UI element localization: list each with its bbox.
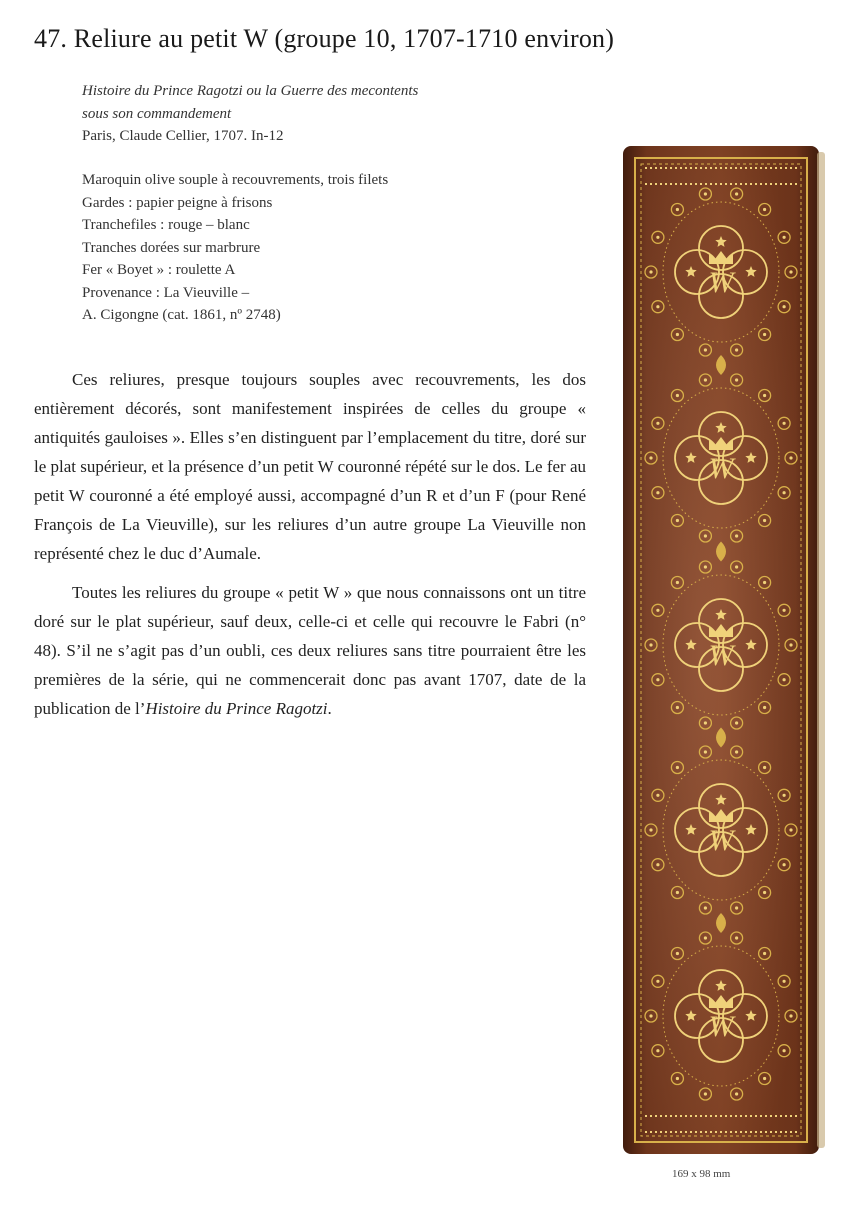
gilt-dot xyxy=(649,643,652,646)
gilt-dot xyxy=(676,952,679,955)
gilt-dot xyxy=(735,936,738,939)
book-title-line-2: sous son commandement xyxy=(82,105,232,122)
gilt-dot xyxy=(649,456,652,459)
spec-line: Tranchefiles : rouge – blanc xyxy=(82,217,250,233)
gilt-dot xyxy=(735,192,738,195)
gilt-dot xyxy=(735,378,738,381)
spec-line: Tranches dorées sur marbrure xyxy=(82,239,261,256)
spec-line: Gardes : papier peigne à frisons xyxy=(82,194,273,211)
gilt-dot xyxy=(704,906,707,909)
gilt-dot xyxy=(676,891,679,894)
gilt-dot xyxy=(656,863,659,866)
w-monogram: W xyxy=(708,452,734,485)
gilt-dot xyxy=(676,706,679,709)
book-title-line-1: Histoire du Prince Ragotzi ou la Guerre des mecontents xyxy=(82,83,419,99)
gilt-dot xyxy=(763,706,766,709)
gilt-dot xyxy=(704,534,707,537)
paragraph-2-book-title: Histoire du Prince Ragotzi xyxy=(145,699,328,718)
gilt-dot xyxy=(735,750,738,753)
gilt-dot xyxy=(783,491,786,494)
gilt-dot xyxy=(735,348,738,351)
gilt-dot xyxy=(735,565,738,568)
gilt-dot xyxy=(676,333,679,336)
gilt-dot xyxy=(656,678,659,681)
gilt-dot xyxy=(676,1077,679,1080)
spec-line: Maroquin olive souple à recouvrements, trois filets xyxy=(82,172,389,188)
commentary xyxy=(34,365,586,733)
paragraph-2-text: Toutes les reliures du groupe « petit W » que nous connaissons ont un titre doré sur le plat supérieur, sauf deux, celle-ci et celle qui recouvre le Fabri (n° 48). S’il ne s’agit pas d’un oubli, ces deux reliures sans titre pourraient être les premières de la série, qui ne commencerait donc pas avant 1707, date de la publication de l’ xyxy=(34,583,586,718)
dimensions-caption: 169 x 98 mm xyxy=(672,1168,731,1180)
gilt-dot xyxy=(735,721,738,724)
gilt-dot xyxy=(735,1092,738,1095)
gilt-dot xyxy=(763,766,766,769)
gilt-dot xyxy=(704,192,707,195)
gilt-dot xyxy=(704,348,707,351)
spec-line: Fer « Boyet » : roulette A xyxy=(82,262,236,278)
gilt-dot xyxy=(783,236,786,239)
gilt-dot xyxy=(656,794,659,797)
w-monogram: W xyxy=(708,266,734,299)
gilt-dot xyxy=(783,794,786,797)
paragraph-1: Ces reliures, presque toujours souples avec recouvrements, les dos entièrement décorés, sont manifestement inspirées de celles du groupe « antiquités gauloises ». Elles s’en distinguent par l’emplacement du titre, doré sur le plat supérieur, et la présence d’un petit W couronné répété sur le dos. Le fer au petit W couronné a été employé aussi, accompagné d’un R et d’un F (pour René François de La Vieuville), sur les reliures d’un autre groupe La Vieuville non représenté chez le duc d’Aumale. xyxy=(34,370,586,563)
gilt-dot xyxy=(789,1014,792,1017)
gilt-dot xyxy=(676,208,679,211)
gilt-dot xyxy=(676,519,679,522)
gilt-dot xyxy=(704,721,707,724)
gilt-dot xyxy=(783,422,786,425)
gilt-dot xyxy=(763,1077,766,1080)
spec-line: A. Cigongne (cat. 1861, nº 2748) xyxy=(82,307,281,323)
gilt-dot xyxy=(763,394,766,397)
gilt-dot xyxy=(656,422,659,425)
book-spine-illustration xyxy=(617,140,831,1160)
gilt-dot xyxy=(656,1049,659,1052)
gilt-dot xyxy=(783,863,786,866)
gilt-dot xyxy=(763,519,766,522)
gilt-dot xyxy=(656,609,659,612)
gilt-dot xyxy=(783,678,786,681)
book-spine-photo xyxy=(617,140,831,1160)
gilt-dot xyxy=(783,609,786,612)
gilt-dot xyxy=(649,1014,652,1017)
w-monogram: W xyxy=(708,1010,734,1043)
gilt-dot xyxy=(735,534,738,537)
page-title: 47. Reliure au petit W (groupe 10, 1707-1710 environ) xyxy=(34,24,615,53)
imprint: Paris, Claude Cellier, 1707. In-12 xyxy=(82,128,284,144)
gilt-dot xyxy=(704,378,707,381)
gilt-dot xyxy=(783,305,786,308)
page-edge xyxy=(817,152,825,1148)
gilt-dot xyxy=(676,581,679,584)
gilt-dot xyxy=(676,394,679,397)
gilt-dot xyxy=(789,270,792,273)
gilt-dot xyxy=(763,208,766,211)
gilt-dot xyxy=(704,565,707,568)
paragraph-2-end: . xyxy=(327,699,332,718)
paragraph-2 xyxy=(34,578,586,723)
w-monogram: W xyxy=(708,639,734,672)
gilt-dot xyxy=(656,491,659,494)
w-monogram: W xyxy=(708,824,734,857)
gilt-dot xyxy=(783,1049,786,1052)
gilt-dot xyxy=(704,1092,707,1095)
gilt-dot xyxy=(656,236,659,239)
gilt-dot xyxy=(763,333,766,336)
binding-specifications xyxy=(82,169,542,327)
gilt-dot xyxy=(649,828,652,831)
gilt-dot xyxy=(735,906,738,909)
gilt-dot xyxy=(704,750,707,753)
gilt-dot xyxy=(763,581,766,584)
gilt-dot xyxy=(649,270,652,273)
gilt-dot xyxy=(763,891,766,894)
gilt-dot xyxy=(656,980,659,983)
gilt-dot xyxy=(789,828,792,831)
gilt-dot xyxy=(676,766,679,769)
gilt-dot xyxy=(783,980,786,983)
spec-line: Provenance : La Vieuville – xyxy=(82,284,250,301)
gilt-dot xyxy=(789,456,792,459)
bibliographic-entry xyxy=(82,80,542,148)
gilt-dot xyxy=(656,305,659,308)
gilt-dot xyxy=(789,643,792,646)
gilt-dot xyxy=(763,952,766,955)
gilt-dot xyxy=(704,936,707,939)
